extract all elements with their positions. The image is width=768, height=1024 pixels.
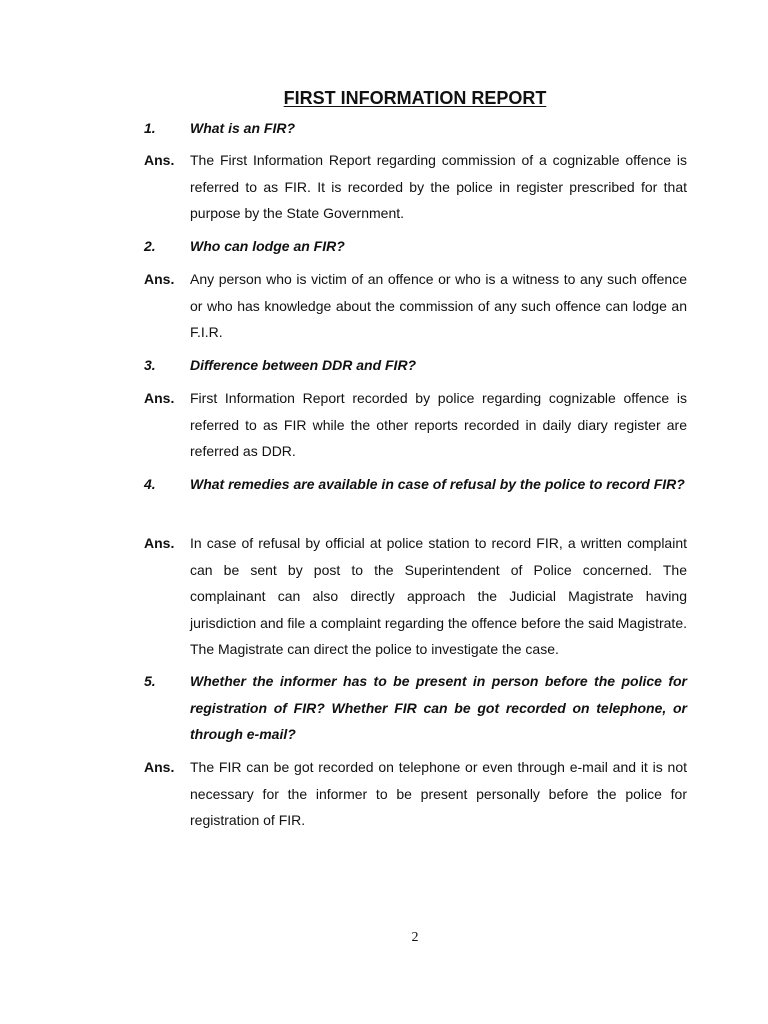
question-text: What remedies are available in case of refusal by the police to record FIR? [190,476,685,492]
question-number: 4. [144,476,156,492]
question-number: 5. [144,673,156,689]
question-4 [144,471,687,498]
answer-label: Ans. [144,271,175,287]
answer-text: The FIR can be got recorded on telephone or even through e-mail and it is not necessary for the informer to be present personally before the police for registration of FIR. [190,759,687,828]
page-number: 2 [411,930,419,945]
question-number: 3. [144,357,156,373]
question-5 [144,668,687,748]
question-text: What is an FIR? [190,120,295,136]
answer-text: In case of refusal by official at police station to record FIR, a written complaint can be sent by post to the Superintendent of Police concerned. The complainant can also directly approach the Judicial Magistrate having jurisdiction and file a complaint regarding the offence before the said Magistrate. The Magistrate can direct the police to investigate the case. [190,535,687,657]
answer-label: Ans. [144,759,175,775]
question-number: 1. [144,120,156,136]
answer-text: Any person who is victim of an offence or who is a witness to any such offence or who has knowledge about the commission of any such offence can lodge an F.I.R. [190,271,687,340]
answer-label: Ans. [144,390,175,406]
answer-2 [144,266,687,346]
question-number: 2. [144,238,156,254]
question-2 [144,233,687,260]
question-text: Whether the informer has to be present in person before the police for registration of FIR? Whether FIR can be got recorded on telephone, or through e-mail? [190,673,687,742]
question-3 [144,352,687,379]
page-title: FIRST INFORMATION REPORT [283,88,547,108]
answer-label: Ans. [144,535,175,551]
answer-text: First Information Report recorded by police regarding cognizable offence is referred to as FIR while the other reports recorded in daily diary register are referred as DDR. [190,390,687,459]
answer-4 [144,530,687,663]
question-1 [144,115,687,142]
answer-label: Ans. [144,152,175,168]
question-text: Who can lodge an FIR? [190,238,345,254]
question-text: Difference between DDR and FIR? [190,357,417,373]
answer-1 [144,147,687,227]
answer-3 [144,385,687,465]
answer-text: The First Information Report regarding commission of a cognizable offence is referred to as FIR. It is recorded by the police in register prescribed for that purpose by the State Government. [190,152,687,221]
answer-5 [144,754,687,834]
